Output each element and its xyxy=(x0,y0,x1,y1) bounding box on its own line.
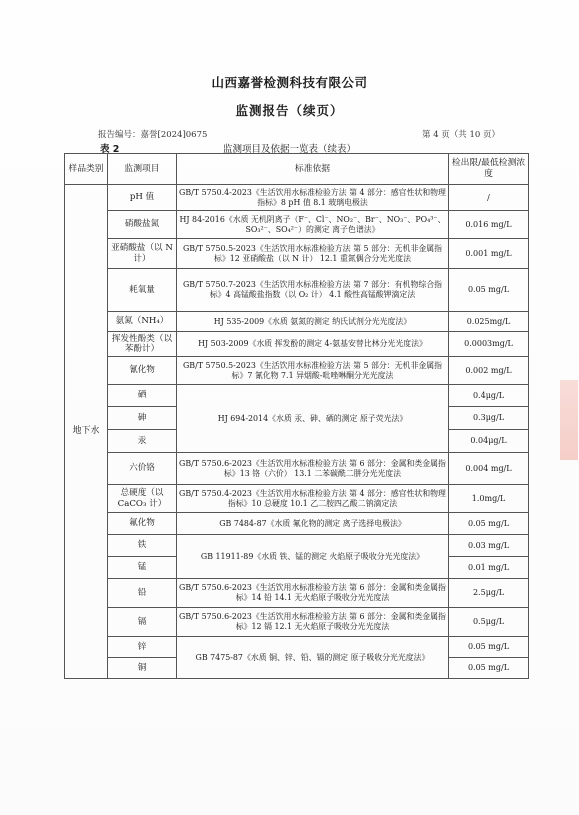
header-category: 样品类别 xyxy=(65,154,108,185)
table-row xyxy=(65,485,529,513)
company-name: 山西嘉誉检测科技有限公司 xyxy=(211,75,368,90)
basis-cell: GB 11911-89《水质 铁、锰的测定 火焰原子吸收分光光度法》 xyxy=(177,535,449,579)
item-cell: 锌 xyxy=(108,637,177,658)
table-row xyxy=(65,239,529,269)
table-row xyxy=(65,185,529,211)
basis-cell: HJ 694-2014《水质 汞、砷、硒的测定 原子荧光法》 xyxy=(177,385,449,453)
basis-cell: HJ 84-2016《水质 无机阴离子（F⁻、Cl⁻、NO₂⁻、Br⁻、NO₃⁻、PO₄³⁻、SO₃²⁻、SO₄²⁻）的测定 离子色谱法》 xyxy=(177,211,449,239)
item-cell: 硒 xyxy=(108,385,177,407)
item-cell: 汞 xyxy=(108,430,177,453)
basis-cell: GB/T 5750.4-2023《生活饮用水标准检验方法 第 4 部分：感官性状和物理指标》8 pH 值 8.1 玻璃电极法 xyxy=(177,185,449,211)
limit-cell: 0.004 mg/L xyxy=(449,453,529,485)
basis-cell: GB/T 5750.5-2023《生活饮用水标准检验方法 第 5 部分：无机非金属指标》12 亚硝酸盐（以 N 计） 12.1 重氮偶合分光光度法 xyxy=(177,239,449,269)
basis-cell: HJ 503-2009《水质 挥发酚的测定 4-氨基安替比林分光光度法》 xyxy=(177,332,449,357)
header-basis: 标准依据 xyxy=(177,154,449,185)
basis-cell: GB/T 5750.7-2023《生活饮用水标准检验方法 第 7 部分：有机物综合指标》4 高锰酸盐指数（以 O₂ 计） 4.1 酸性高锰酸钾滴定法 xyxy=(177,269,449,312)
limit-cell: 0.4μg/L xyxy=(449,385,529,407)
basis-cell: GB/T 5750.5-2023《生活饮用水标准检验方法 第 5 部分：无机非金属指标》7 氰化物 7.1 异烟酸-吡唑啉酮分光光度法 xyxy=(177,357,449,385)
item-cell: 硝酸盐氮 xyxy=(108,211,177,239)
item-cell: 砷 xyxy=(108,407,177,430)
item-cell: 耗氧量 xyxy=(108,269,177,312)
limit-cell: 0.05 mg/L xyxy=(449,658,529,679)
limit-cell: 0.002 mg/L xyxy=(449,357,529,385)
table-row xyxy=(65,608,529,637)
table-row xyxy=(65,453,529,485)
limit-cell: 0.5μg/L xyxy=(449,608,529,637)
table-row xyxy=(65,211,529,239)
item-cell: 氟化物 xyxy=(108,513,177,535)
item-cell: 铅 xyxy=(108,579,177,608)
basis-cell: GB 7484-87《水质 氟化物的测定 离子选择电极法》 xyxy=(177,513,449,535)
table-row xyxy=(65,312,529,332)
page-number: 第 4 页（共 10 页） xyxy=(422,130,501,140)
limit-cell: 0.025mg/L xyxy=(449,312,529,332)
item-cell: 镉 xyxy=(108,608,177,637)
seal-stamp-edge xyxy=(560,380,578,460)
basis-cell: GB/T 5750.4-2023《生活饮用水标准检验方法 第 4 部分：感官性状和物理指标》10 总硬度 10.1 乙二胺四乙酸二钠滴定法 xyxy=(177,485,449,513)
table-row xyxy=(65,385,529,407)
item-cell: 六价铬 xyxy=(108,453,177,485)
table-label: 表 2 xyxy=(100,144,120,155)
item-cell: 亚硝酸盐（以 N 计） xyxy=(108,239,177,269)
table-row xyxy=(65,332,529,357)
limit-cell: 0.05 mg/L xyxy=(449,269,529,312)
table-row xyxy=(65,269,529,312)
limit-cell: 0.05 mg/L xyxy=(449,637,529,658)
basis-cell: GB 7475-87《水质 铜、锌、铅、镉的测定 原子吸收分光光度法》 xyxy=(177,637,449,679)
monitoring-items-table xyxy=(64,153,529,679)
item-cell: 氰化物 xyxy=(108,357,177,385)
item-cell: 铁 xyxy=(108,535,177,557)
sample-category: 地下水 xyxy=(65,185,108,679)
limit-cell: 0.0003mg/L xyxy=(449,332,529,357)
table-header-row xyxy=(65,154,529,185)
basis-cell: GB/T 5750.6-2023《生活饮用水标准检验方法 第 6 部分：金属和类金属指标》12 镉 12.1 无火焰原子吸收分光光度法 xyxy=(177,608,449,637)
table-caption: 监测项目及依据一览表（续表） xyxy=(222,144,356,155)
limit-cell: 2.5μg/L xyxy=(449,579,529,608)
basis-cell: HJ 535-2009《水质 氨氮的测定 纳氏试剂分光光度法》 xyxy=(177,312,449,332)
limit-cell: 1.0mg/L xyxy=(449,485,529,513)
table-row xyxy=(65,513,529,535)
table-row xyxy=(65,579,529,608)
limit-cell: 0.04μg/L xyxy=(449,430,529,453)
basis-cell: GB/T 5750.6-2023《生活饮用水标准检验方法 第 6 部分：金属和类金属指标》13 铬（六价） 13.1 二苯碳酰二肼分光光度法 xyxy=(177,453,449,485)
item-cell: pH 值 xyxy=(108,185,177,211)
table-row xyxy=(65,637,529,658)
report-title: 监测报告（续页） xyxy=(235,103,344,118)
basis-cell: GB/T 5750.6-2023《生活饮用水标准检验方法 第 6 部分：金属和类金属指标》14 铅 14.1 无火焰原子吸收分光光度法 xyxy=(177,579,449,608)
limit-cell: 0.03 mg/L xyxy=(449,535,529,557)
header-limit: 检出限/最低检测浓度 xyxy=(449,154,529,185)
report-number: 报告编号：嘉誉[2024]0675 xyxy=(98,130,208,140)
table-row xyxy=(65,357,529,385)
limit-cell: 0.3μg/L xyxy=(449,407,529,430)
limit-cell: 0.001 mg/L xyxy=(449,239,529,269)
limit-cell: 0.05 mg/L xyxy=(449,513,529,535)
item-cell: 氨氮（NH₄） xyxy=(108,312,177,332)
table-row xyxy=(65,535,529,557)
limit-cell: / xyxy=(449,185,529,211)
limit-cell: 0.01 mg/L xyxy=(449,557,529,579)
item-cell: 挥发性酚类（以苯酚计） xyxy=(108,332,177,357)
item-cell: 铜 xyxy=(108,658,177,679)
item-cell: 锰 xyxy=(108,557,177,579)
limit-cell: 0.016 mg/L xyxy=(449,211,529,239)
header-item: 监测项目 xyxy=(108,154,177,185)
item-cell: 总硬度（以 CaCO₃ 计） xyxy=(108,485,177,513)
